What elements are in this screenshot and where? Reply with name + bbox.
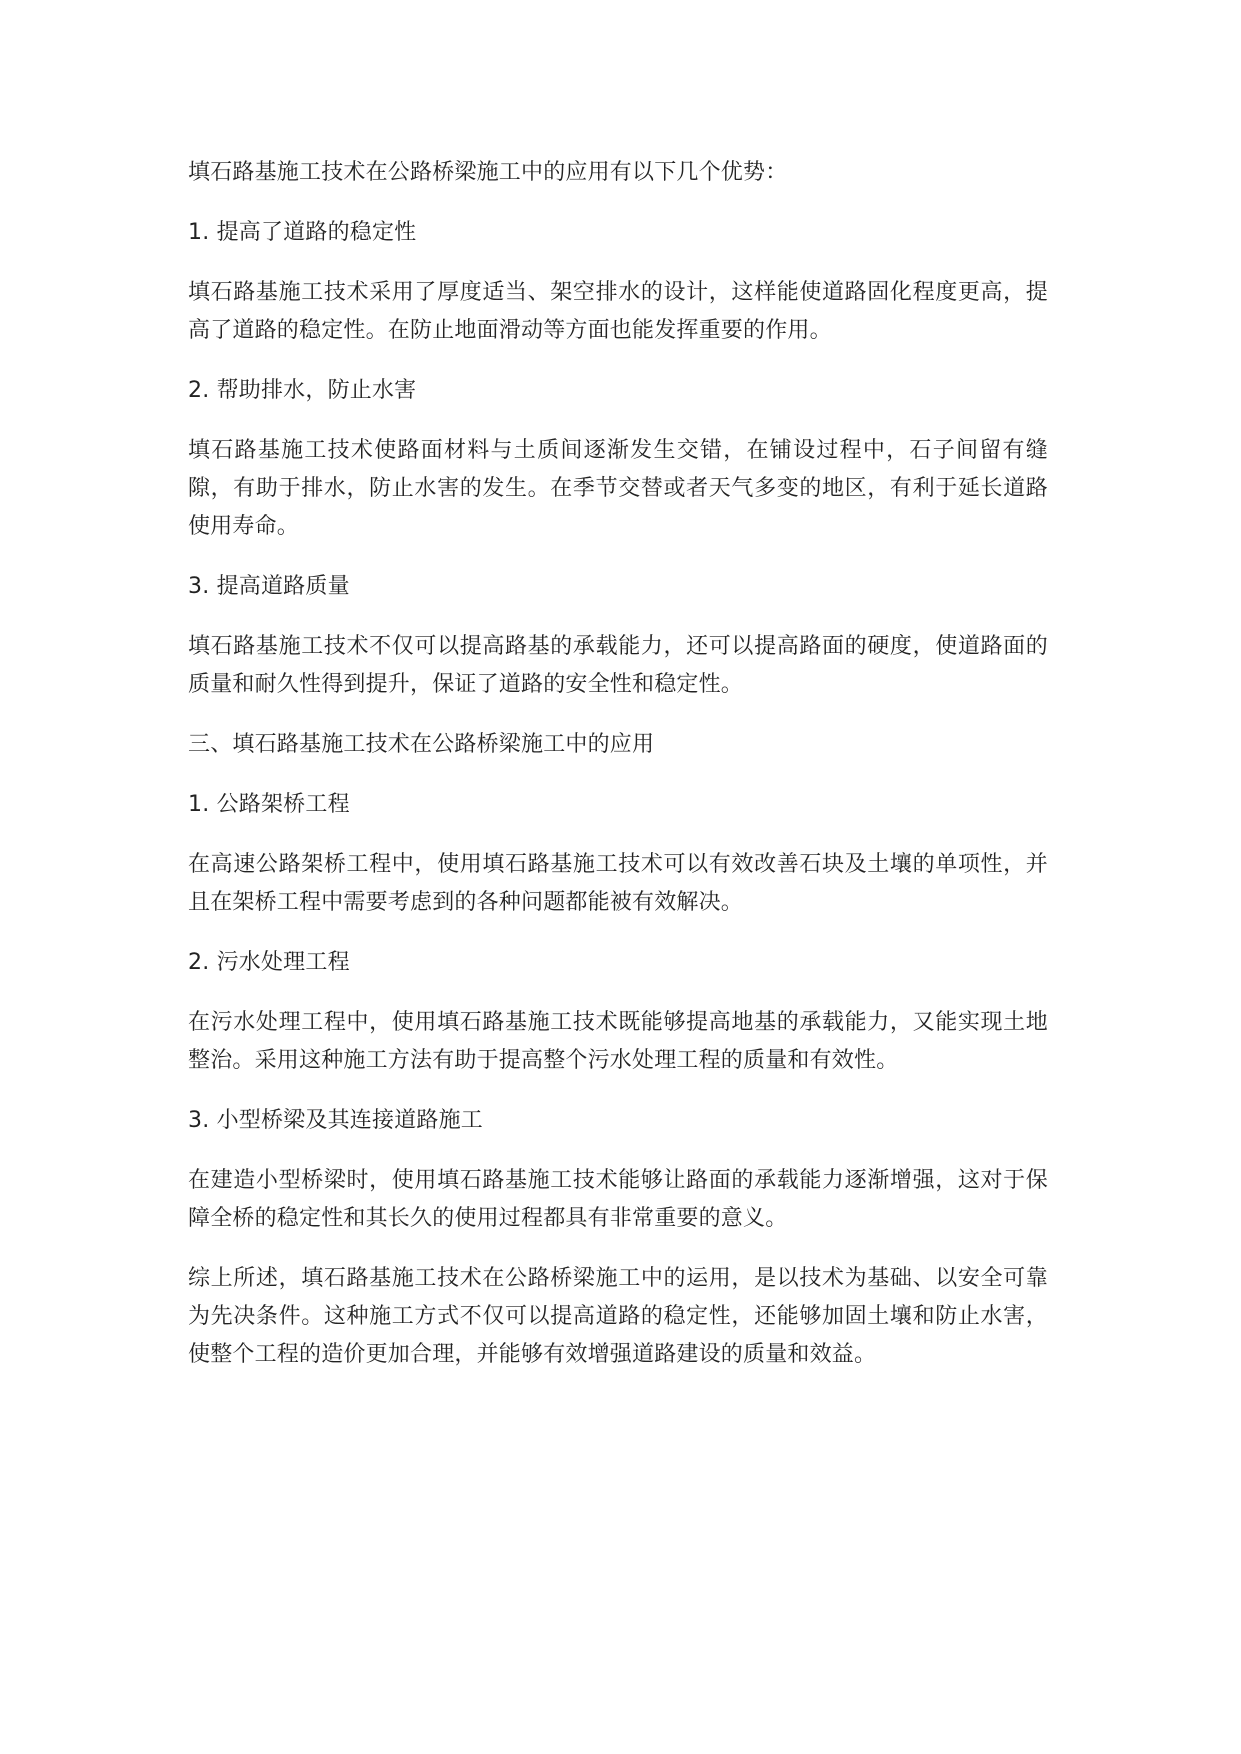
paragraph-quality: 填石路基施工技术不仅可以提高路基的承载能力，还可以提高路面的硬度，使道路面的质量和耐久性得到提升，保证了道路的安全性和稳定性。: [188, 634, 1048, 697]
section-heading-quality: 3. 提高道路质量: [188, 574, 350, 599]
document-page: [188, 154, 1048, 1396]
paragraph-drainage: 填石路基施工技术使路面材料与土质间逐渐发生交错，在铺设过程中，石子间留有缝隙，有助于排水，防止水害的发生。在季节交替或者天气多变的地区，有利于延长道路使用寿命。: [188, 438, 1048, 539]
paragraph-sewage: 在污水处理工程中，使用填石路基施工技术既能够提高地基的承载能力，又能实现土地整治。采用这种施工方法有助于提高整个污水处理工程的质量和有效性。: [188, 1010, 1048, 1073]
section-heading-bridge: 1. 公路架桥工程: [188, 792, 350, 817]
paragraph-bridge: 在高速公路架桥工程中，使用填石路基施工技术可以有效改善石块及土壤的单项性，并且在架桥工程中需要考虑到的各种问题都能被有效解决。: [188, 852, 1048, 915]
conclusion-paragraph: 综上所述，填石路基施工技术在公路桥梁施工中的运用，是以技术为基础、以安全可靠为先决条件。这种施工方式不仅可以提高道路的稳定性，还能够加固土壤和防止水害，使整个工程的造价更加合理，并能够有效增强道路建设的质量和效益。: [188, 1266, 1048, 1367]
paragraph-stability: 填石路基施工技术采用了厚度适当、架空排水的设计，这样能使道路固化程度更高，提高了道路的稳定性。在防止地面滑动等方面也能发挥重要的作用。: [188, 280, 1048, 343]
section-heading-small-bridge: 3. 小型桥梁及其连接道路施工: [188, 1108, 483, 1133]
paragraph-small-bridge: 在建造小型桥梁时，使用填石路基施工技术能够让路面的承载能力逐渐增强，这对于保障全桥的稳定性和其长久的使用过程都具有非常重要的意义。: [188, 1168, 1048, 1231]
chapter-heading-application: 三、填石路基施工技术在公路桥梁施工中的应用: [188, 732, 655, 757]
section-heading-drainage: 2. 帮助排水，防止水害: [188, 378, 417, 403]
section-heading-sewage: 2. 污水处理工程: [188, 950, 350, 975]
intro-paragraph: 填石路基施工技术在公路桥梁施工中的应用有以下几个优势：: [188, 160, 788, 185]
section-heading-stability: 1. 提高了道路的稳定性: [188, 220, 417, 245]
